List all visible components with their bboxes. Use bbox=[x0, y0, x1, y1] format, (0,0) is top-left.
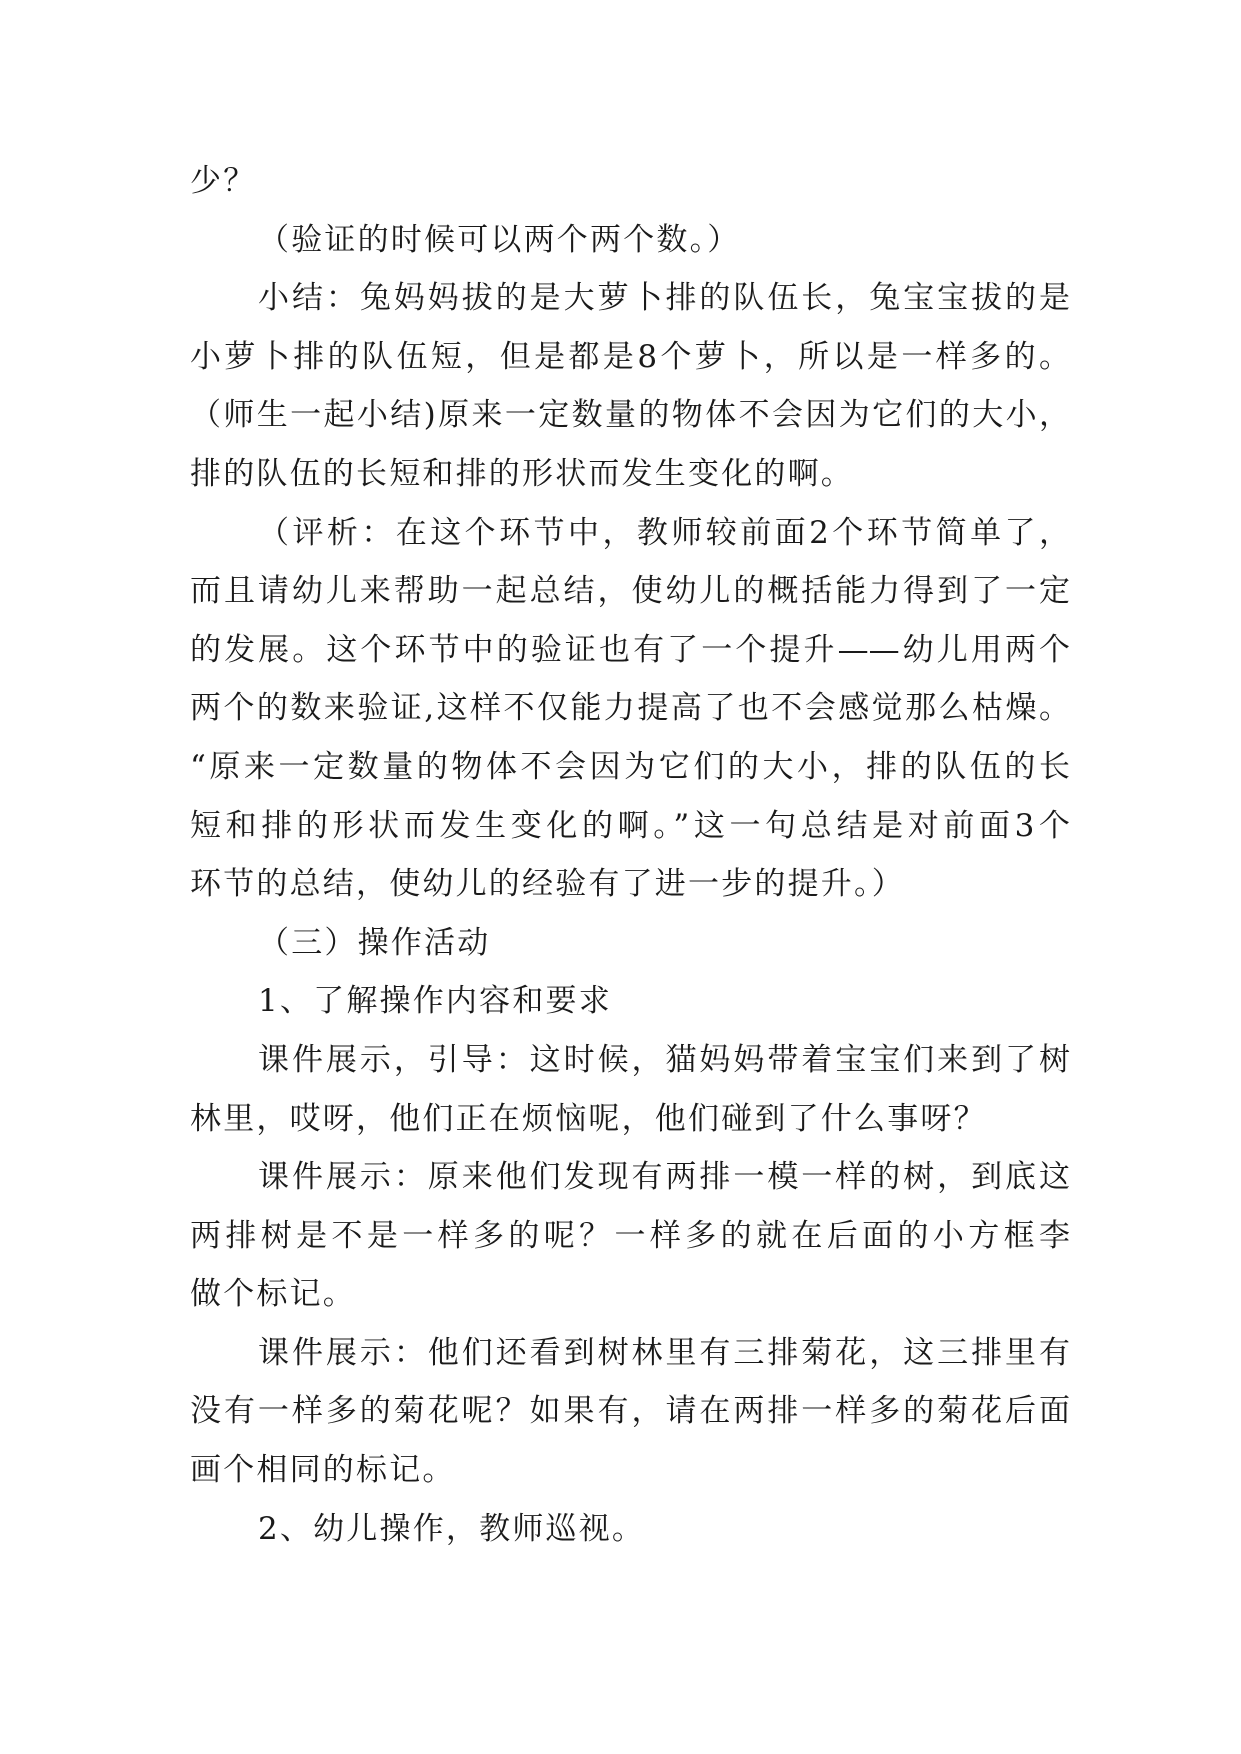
text-line: 画个相同的标记。 bbox=[190, 1452, 456, 1489]
text-line: 环节的总结，使幼儿的经验有了进一步的提升。） bbox=[190, 866, 905, 903]
text-line: 排的队伍的长短和排的形状而发生变化的啊。 bbox=[190, 455, 854, 492]
text-line: 两个的数来验证,这样不仅能力提高了也不会感觉那么枯燥。 bbox=[190, 690, 1070, 727]
document-body bbox=[190, 152, 1070, 1558]
text-line: （评析：在这个环节中，教师较前面2个环节简单了， bbox=[258, 514, 1070, 551]
section-heading: （三）操作活动 bbox=[258, 924, 491, 961]
text-line: 的发展。这个环节中的验证也有了一个提升——幼儿用两个 bbox=[190, 631, 1070, 668]
text-line: 课件展示：他们还看到树林里有三排菊花，这三排里有 bbox=[258, 1334, 1070, 1371]
subsection-heading: 2、幼儿操作，教师巡视。 bbox=[258, 1510, 646, 1547]
text-line: 做个标记。 bbox=[190, 1276, 356, 1313]
text-line: 而且请幼儿来帮助一起总结，使幼儿的概括能力得到了一定 bbox=[190, 573, 1070, 610]
text-line: 课件展示：原来他们发现有两排一模一样的树，到底这 bbox=[258, 1159, 1070, 1196]
subsection-heading: 1、了解操作内容和要求 bbox=[258, 983, 612, 1020]
text-line: （验证的时候可以两个两个数。） bbox=[258, 221, 741, 258]
text-line: 林里，哎呀，他们正在烦恼呢，他们碰到了什么事呀？ bbox=[190, 1100, 987, 1137]
text-line: 没有一样多的菊花呢？如果有，请在两排一样多的菊花后面 bbox=[190, 1393, 1070, 1430]
text-line: 课件展示，引导：这时候，猫妈妈带着宝宝们来到了树 bbox=[258, 1041, 1070, 1078]
text-line: 两排树是不是一样多的呢？一样多的就在后面的小方框李 bbox=[190, 1217, 1070, 1254]
text-line: 小萝卜排的队伍短，但是都是8个萝卜，所以是一样多的。 bbox=[190, 338, 1070, 375]
text-line: 短和排的形状而发生变化的啊。”这一句总结是对前面3个 bbox=[190, 807, 1070, 844]
text-line: 少？ bbox=[190, 163, 257, 199]
text-line: （师生一起小结)原来一定数量的物体不会因为它们的大小， bbox=[190, 397, 1070, 434]
text-line: 小结：兔妈妈拔的是大萝卜排的队伍长，兔宝宝拔的是 bbox=[258, 280, 1070, 317]
text-line: “原来一定数量的物体不会因为它们的大小，排的队伍的长 bbox=[190, 748, 1070, 785]
